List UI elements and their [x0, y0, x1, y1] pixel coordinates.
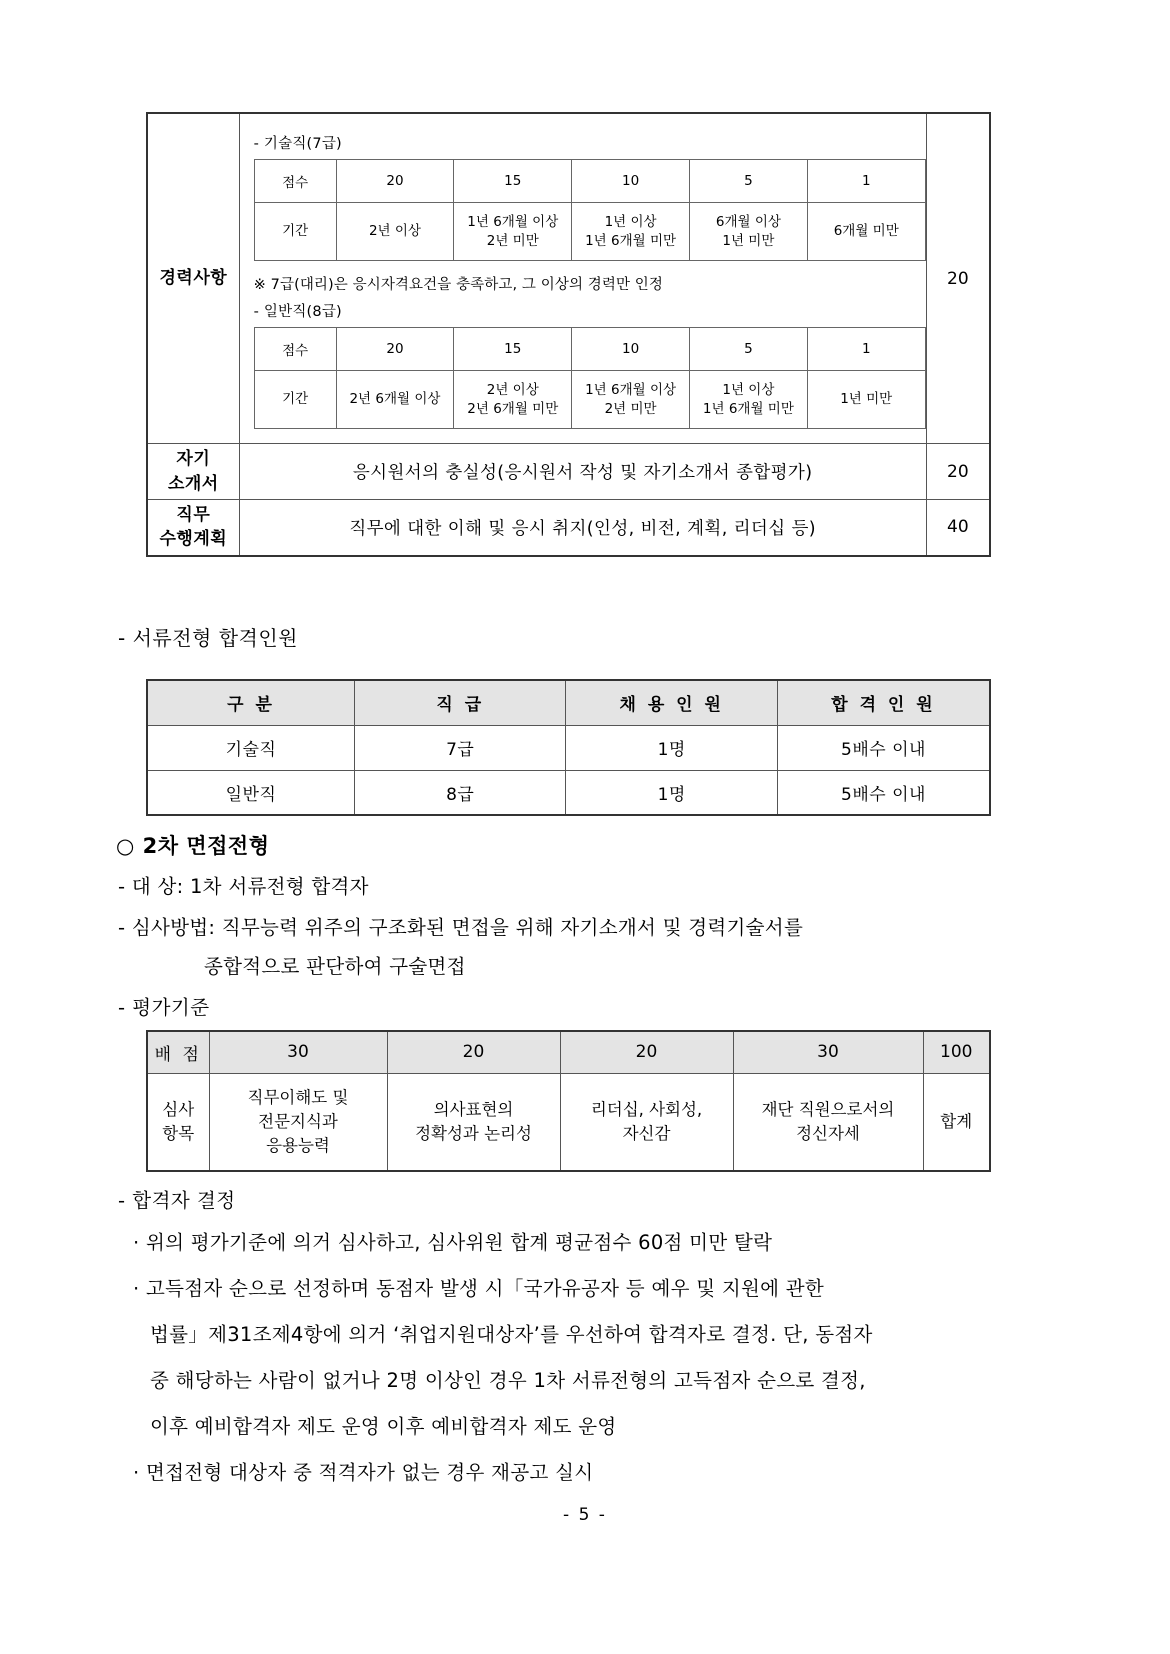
pass-count-table	[146, 679, 991, 816]
period-cell: 1년 6개월 이상 2년 미만	[454, 203, 572, 261]
career-detail-cell	[239, 113, 926, 444]
score-header-cell: 점수	[254, 160, 336, 203]
cell-hiring-count: 1명	[566, 770, 777, 815]
period-cell: 2년 이상	[336, 203, 454, 261]
decision-bullet-1: · 위의 평가기준에 의거 심사하고, 심사위원 합계 평균점수 60점 미만 탈락	[133, 1231, 773, 1254]
allocation-score-cell: 30	[209, 1031, 387, 1073]
cell-category: 일반직	[147, 770, 355, 815]
job-plan-description: 직무에 대한 이해 및 응시 취지(인성, 비전, 계획, 리더십 등)	[239, 500, 926, 556]
decision-bullet-2-line-4: 이후 예비합격자 제도 운영 이후 예비합격자 제도 운영	[150, 1415, 617, 1438]
period-cell: 1년 6개월 이상 2년 미만	[572, 371, 690, 429]
allocation-score-cell: 20	[387, 1031, 560, 1073]
career-score-cell: 20	[926, 113, 990, 444]
score-cell: 1	[807, 160, 925, 203]
career-label-text: 경력사항	[159, 267, 228, 288]
score-cell: 5	[689, 328, 807, 371]
period-cell: 6개월 미만	[807, 203, 925, 261]
evaluation-total-label: 합계	[923, 1073, 990, 1171]
score-cell: 15	[454, 328, 572, 371]
row-label-evaluation-items: 심사 항목	[147, 1073, 209, 1171]
self-intro-description: 응시원서의 충실성(응시원서 작성 및 자기소개서 종합평가)	[239, 444, 926, 500]
interview-section-heading: ○ 2차 면접전형	[116, 834, 270, 858]
column-header-pass-count: 합 격 인 원	[777, 680, 990, 725]
score-cell: 5	[689, 160, 807, 203]
row-label-job-plan: 직무 수행계획	[147, 500, 239, 556]
table-row	[254, 371, 925, 429]
row-label-career	[147, 113, 239, 444]
page-number: - 5 -	[563, 1505, 607, 1525]
cell-pass-count: 5배수 이내	[777, 725, 990, 770]
row-label-self-intro: 자기 소개서	[147, 444, 239, 500]
tech-score-table	[254, 159, 926, 261]
table-header-row	[147, 1031, 990, 1073]
header-allocation-label: 배 점	[147, 1031, 209, 1073]
cell-category: 기술직	[147, 725, 355, 770]
score-cell: 20	[336, 160, 454, 203]
document-screening-pass-heading: - 서류전형 합격인원	[118, 626, 298, 650]
period-cell: 1년 미만	[807, 371, 925, 429]
table-row	[147, 725, 990, 770]
decision-bullet-2-line-2: 법률」제31조제4항에 의거 ‘취업지원대상자’를 우선하여 합격자로 결정. 단, 동점자	[150, 1323, 873, 1346]
table-header-row	[147, 680, 990, 725]
evaluation-item-cell: 리더십, 사회성, 자신감	[560, 1073, 733, 1171]
cell-pass-count: 5배수 이내	[777, 770, 990, 815]
allocation-total-cell: 100	[923, 1031, 990, 1073]
column-header-category: 구 분	[147, 680, 355, 725]
score-cell: 20	[336, 328, 454, 371]
score-cell: 10	[572, 328, 690, 371]
period-cell: 1년 이상 1년 6개월 미만	[572, 203, 690, 261]
table-row	[254, 328, 925, 371]
interview-method-line-1: - 심사방법: 직무능력 위주의 구조화된 면접을 위해 자기소개서 및 경력기술서를	[118, 916, 804, 939]
evaluation-criteria-table	[146, 112, 991, 557]
cell-grade: 7급	[355, 725, 566, 770]
self-intro-score-cell: 20	[926, 444, 990, 500]
tech-grade-heading: - 기술직(7급)	[253, 136, 342, 152]
score-header-cell: 점수	[254, 328, 336, 371]
table-row	[147, 113, 990, 444]
evaluation-item-cell: 의사표현의 정확성과 논리성	[387, 1073, 560, 1171]
period-cell: 2년 이상 2년 6개월 미만	[454, 371, 572, 429]
score-cell: 15	[454, 160, 572, 203]
general-score-table	[254, 327, 926, 429]
career-note: ※ 7급(대리)은 응시자격요건을 충족하고, 그 이상의 경력만 인정	[253, 277, 663, 293]
evaluation-item-cell: 직무이해도 및 전문지식과 응용능력	[209, 1073, 387, 1171]
table-row	[147, 1073, 990, 1171]
decision-bullet-2-line-1: · 고득점자 순으로 선정하며 동점자 발생 시「국가유공자 등 예우 및 지원에 관한	[133, 1277, 825, 1300]
score-cell: 1	[807, 328, 925, 371]
table-row	[147, 770, 990, 815]
period-cell: 1년 이상 1년 6개월 미만	[689, 371, 807, 429]
table-row	[254, 203, 925, 261]
column-header-grade: 직 급	[355, 680, 566, 725]
period-cell: 2년 6개월 이상	[336, 371, 454, 429]
period-header-cell: 기간	[254, 371, 336, 429]
table-row	[147, 444, 990, 500]
decision-bullet-2-line-3: 중 해당하는 사람이 없거나 2명 이상인 경우 1차 서류전형의 고득점자 순으로 결정,	[150, 1369, 866, 1392]
allocation-score-cell: 30	[733, 1031, 923, 1073]
table-row	[254, 160, 925, 203]
interview-method-line-2: 종합적으로 판단하여 구술면접	[204, 955, 466, 978]
decision-bullet-3: · 면접전형 대상자 중 적격자가 없는 경우 재공고 실시	[133, 1461, 594, 1484]
table-row	[147, 500, 990, 556]
interview-criteria-heading: - 평가기준	[118, 996, 210, 1019]
allocation-score-cell: 20	[560, 1031, 733, 1073]
column-header-hiring-count: 채 용 인 원	[566, 680, 777, 725]
score-cell: 10	[572, 160, 690, 203]
period-cell: 6개월 이상 1년 미만	[689, 203, 807, 261]
evaluation-item-cell: 재단 직원으로서의 정신자세	[733, 1073, 923, 1171]
cell-hiring-count: 1명	[566, 725, 777, 770]
general-grade-heading: - 일반직(8급)	[253, 304, 342, 320]
interview-criteria-table	[146, 1030, 991, 1172]
cell-grade: 8급	[355, 770, 566, 815]
period-header-cell: 기간	[254, 203, 336, 261]
decision-heading: - 합격자 결정	[118, 1189, 236, 1212]
interview-target-line: - 대 상: 1차 서류전형 합격자	[118, 875, 369, 898]
job-plan-score-cell: 40	[926, 500, 990, 556]
